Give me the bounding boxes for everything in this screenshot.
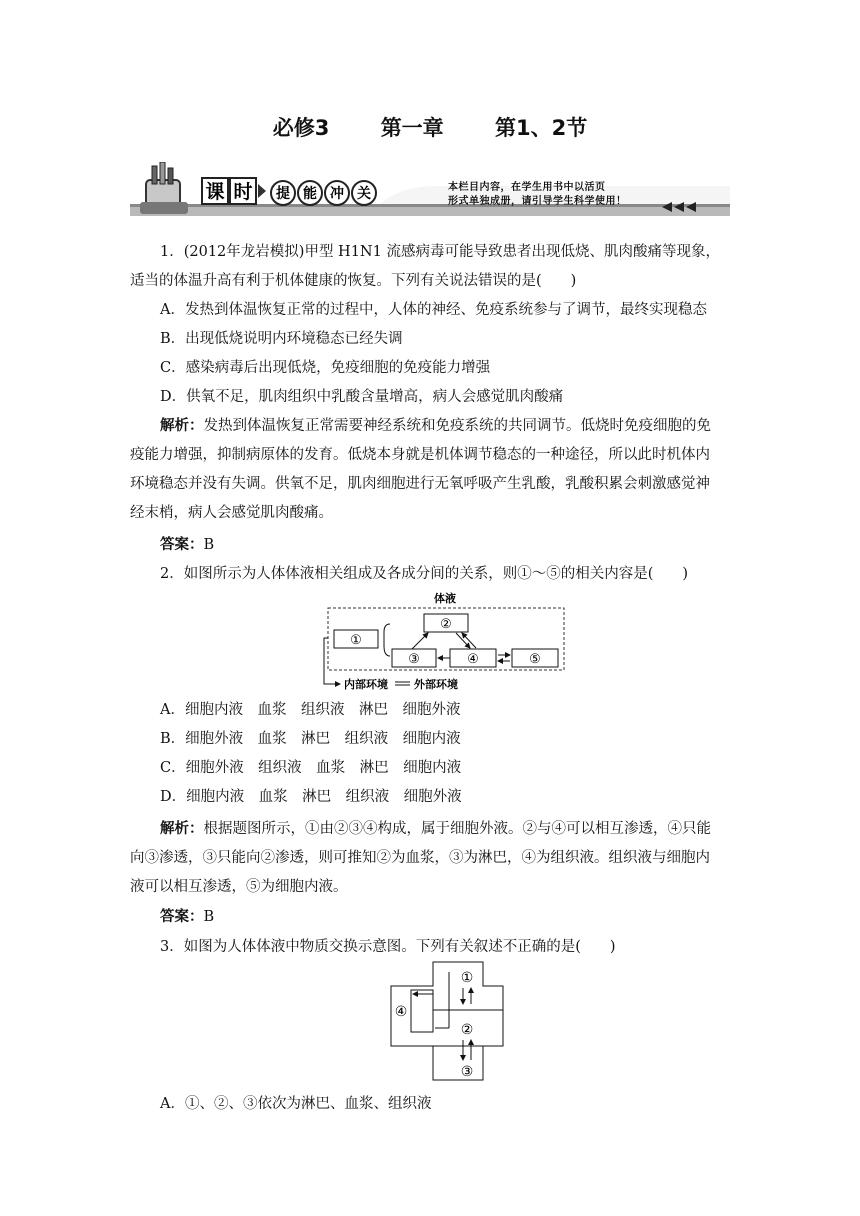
diagram-bottom-label-right: 外部环境 (414, 678, 458, 691)
q2-analysis-line3: 液可以相互渗透，⑤为细胞内液。 (130, 879, 348, 895)
title-part-chapter: 第一章 (380, 116, 444, 140)
diagram-n3: ③ (460, 1064, 474, 1080)
q2-answer: 答案：B (160, 909, 215, 925)
svg-text:提: 提 (276, 186, 290, 202)
q2-option-a: A．细胞内液 血浆 组织液 淋巴 细胞外液 (160, 702, 461, 718)
diagram-box4: ④ (467, 652, 479, 667)
diagram-n4: ④ (394, 1004, 408, 1020)
page-title (0, 112, 860, 142)
q1-stem-line1: 1．(2012年龙岩模拟)甲型 H1N1 流感病毒可能导致患者出现低烧、肌肉酸痛等现象， (160, 244, 720, 260)
pencil-cup-icon (140, 162, 188, 214)
svg-text:能: 能 (303, 186, 317, 202)
svg-text:关: 关 (357, 186, 371, 202)
q3-option-a: A．①、②、③依次为淋巴、血浆、组织液 (160, 1096, 432, 1112)
q2-analysis-line1: 解析：根据题图所示，①由②③④构成，属于细胞外液。②与④可以相互渗透，④只能 (160, 821, 711, 837)
banner-label-tiles (202, 178, 376, 205)
q1-analysis-line4: 经末梢，病人会感觉肌肉酸痛。 (130, 505, 333, 521)
q3-stem: 3．如图为人体体液中物质交换示意图。下列有关叙述不正确的是( ) (160, 939, 616, 955)
title-part-book: 必修3 (272, 116, 330, 140)
q1-option-d: D．供氧不足，肌肉组织中乳酸含量增高，病人会感觉肌肉酸痛 (160, 389, 564, 405)
q1-option-b: B．出现低烧说明内环境稳态已经失调 (160, 331, 403, 347)
title-part-section: 第1、2节 (495, 116, 588, 140)
svg-text:课: 课 (205, 181, 225, 203)
diagram-bottom-label-left: 内部环境 (344, 678, 388, 691)
q2-stem: 2．如图所示为人体体液相关组成及各成分间的关系，则①～⑤的相关内容是( ) (160, 566, 689, 582)
q2-body-fluid-diagram (320, 588, 570, 692)
section-banner (130, 162, 730, 220)
diagram-top-label: 体液 (434, 592, 456, 605)
q1-answer: 答案：B (160, 537, 215, 553)
banner-note: 本栏目内容，在学生用书中以活页 形式单独成册，请引导学生科学使用！ (448, 182, 627, 207)
q2-option-d: D．细胞内液 血浆 淋巴 组织液 细胞外液 (160, 789, 462, 805)
q2-option-c: C．细胞外液 组织液 血浆 淋巴 细胞内液 (160, 760, 462, 776)
svg-text:冲: 冲 (330, 186, 344, 202)
diagram-box1: ① (350, 633, 362, 648)
q1-stem-line2: 适当的体温升高有利于机体健康的恢复。下列有关说法错误的是( ) (130, 273, 577, 289)
q1-analysis-line1: 解析：发热到体温恢复正常需要神经系统和免疫系统的共同调节。低烧时免疫细胞的免 (160, 418, 711, 434)
diagram-box2: ② (440, 617, 452, 632)
q2-analysis-line2: 向③渗透，③只能向②渗透，则可推知②为血浆，③为淋巴，④为组织液。组织液与细胞内 (130, 850, 710, 866)
svg-text:时: 时 (233, 181, 253, 203)
q1-option-c: C．感染病毒后出现低烧，免疫细胞的免疫能力增强 (160, 360, 491, 376)
q1-option-a: A．发热到体温恢复正常的过程中，人体的神经、免疫系统参与了调节，最终实现稳态 (160, 302, 707, 318)
diagram-box5: ⑤ (529, 652, 541, 667)
q1-analysis-line2: 疫能力增强，抑制病原体的发育。低烧本身就是机体调节稳态的一种途径，所以此时机体内 (130, 447, 710, 463)
diagram-n2: ② (460, 1022, 474, 1038)
diagram-n1: ① (460, 970, 474, 986)
q2-option-b: B．细胞外液 血浆 淋巴 组织液 细胞内液 (160, 731, 461, 747)
q3-exchange-diagram (385, 960, 515, 1086)
diagram-box3: ③ (408, 652, 420, 667)
q1-analysis-line3: 环境稳态并没有失调。供氧不足，肌肉细胞进行无氧呼吸产生乳酸，乳酸积累会刺激感觉神 (130, 476, 710, 492)
